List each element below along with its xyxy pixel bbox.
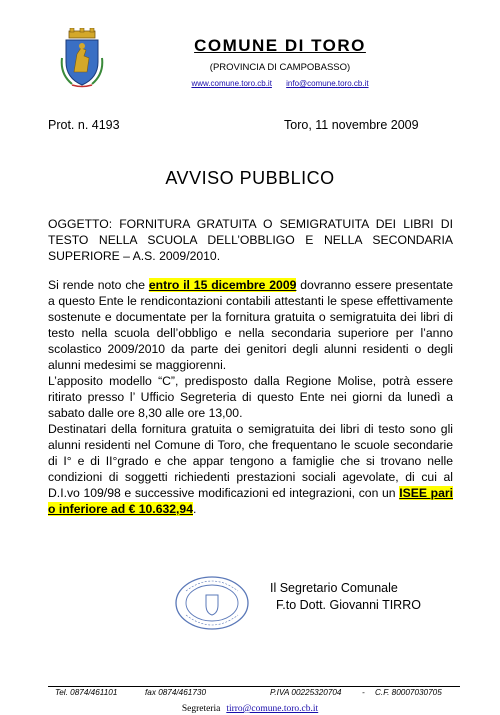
paragraph-deadline <box>48 277 453 373</box>
signature-block <box>270 580 421 614</box>
municipal-seal-icon <box>174 575 250 631</box>
protocol-number: Prot. n. 4193 <box>48 118 120 132</box>
website-link[interactable]: www.comune.toro.cb.it <box>191 79 272 88</box>
footer-piva: P.IVA 00225320704 <box>270 688 342 697</box>
paragraph-recipients <box>48 421 453 517</box>
contact-links <box>130 79 430 88</box>
footer-cf: C.F. 80007030705 <box>375 688 442 697</box>
email-link[interactable]: info@comune.toro.cb.it <box>286 79 369 88</box>
p1-text-after: dovranno essere presentate a questo Ente le rendicontazioni contabili attestanti le spese effettivamente sostenute e documentate per la fornitura gratuita o semigratuita dei libri di testo nella scuola dell’obbligo e nella secondaria superiore per l’anno scolastico 2009/2010 da parte dei genitori degli alunni residenti o degli alunni medesimi se maggiorenni. <box>48 278 453 372</box>
letterhead <box>130 36 430 88</box>
secretary-label: Segreteria <box>181 704 221 714</box>
notice-title: AVVISO PUBBLICO <box>165 168 335 188</box>
subject-paragraph <box>48 216 453 264</box>
footer-fax: fax 0874/461730 <box>145 688 207 697</box>
footer-tel: Tel. 0874/461101 <box>55 688 118 697</box>
province-label: (PROVINCIA DI CAMPOBASSO) <box>209 62 351 73</box>
municipality-title: COMUNE DI TORO <box>194 36 366 55</box>
p3-text-after: . <box>192 502 197 516</box>
paragraph-form: L’apposito modello “C”, predisposto dalla Regione Molise, potrà essere ritirato presso l’ Ufficio Segreteria di questo Ente nei giorni da lunedì a sabato dalle ore 8,30 alle ore 13,00. <box>48 374 453 420</box>
place-date: Toro, 11 novembre 2009 <box>284 118 419 132</box>
signer-name: F.to Dott. Giovanni TIRRO <box>276 598 421 612</box>
secretary-email-link[interactable]: tirro@comune.toro.cb.it <box>226 704 319 714</box>
p1-text-before: Si rende noto che <box>48 278 149 292</box>
notice-body <box>48 277 453 517</box>
isee-highlight: ISEE pari o inferiore ad € 10.632,94 <box>48 486 453 516</box>
footer-secretary <box>0 704 500 714</box>
deadline-highlight: entro il 15 dicembre 2009 <box>148 278 297 292</box>
coat-of-arms-icon <box>60 28 104 88</box>
footer-separator: - <box>362 688 365 697</box>
subject-text: OGGETTO: FORNITURA GRATUITA O SEMIGRATUITA DEI LIBRI DI TESTO NELLA SCUOLA DELL’OBBLIGO E NELLA SECONDARIA SUPERIORE – A.S. 2009/2010. <box>48 217 453 263</box>
p3-text-before: Destinatari della fornitura gratuita o semigratuita dei libri di testo sono gli alunni residenti nel Comune di Toro, che frequentano le scuole secondarie di I° e di II°grado e che appar tengono a famiglie che si trovano nelle condizioni di soggetti richiedenti prestazioni sociali agevolate, di cui al D.I.vo 109/98 e successive modificazioni ed integrazioni, con un <box>48 422 453 500</box>
signer-role: Il Segretario Comunale <box>270 581 398 595</box>
footer-divider <box>48 686 460 687</box>
